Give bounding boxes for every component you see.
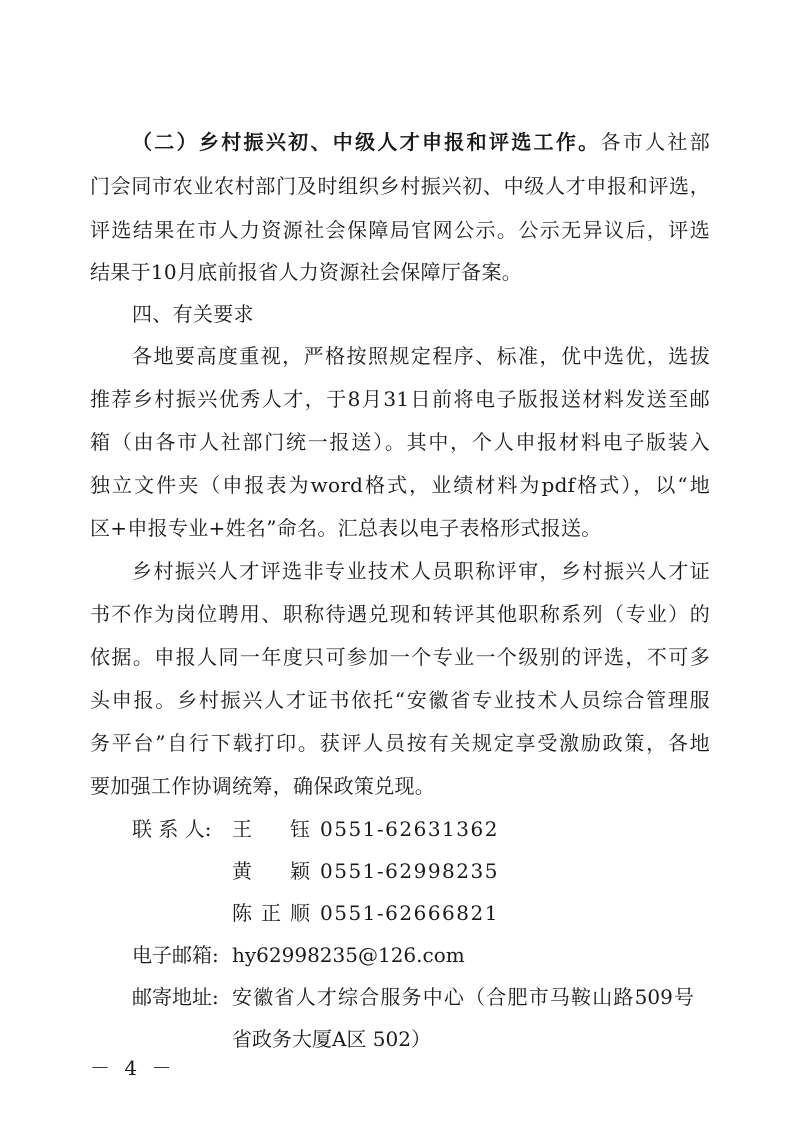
paragraph-2-line-5: 区+申报专业+姓名”命名。汇总表以电子表格形式报送。: [90, 516, 602, 540]
paragraph-3-line-5: 务平台”自行下载打印。获评人员按有关规定享受激励政策，各地: [90, 731, 710, 755]
paragraph-3-line-6: 要加强工作协调统筹，确保政策兑现。: [90, 774, 436, 798]
paragraph-3-line-4: 头申报。乡村振兴人才证书依托“安徽省专业技术人员综合管理服: [90, 688, 710, 712]
email-address: hy62998235@126.com: [232, 943, 465, 967]
paragraph-2-line-2: 推荐乡村振兴优秀人才，于8月31日前将电子版报送材料发送至邮: [90, 387, 710, 411]
contact-phone-3: 0551-62666821: [320, 901, 499, 925]
email-label: 电子邮箱:: [132, 943, 219, 967]
contact-label: 联 系 人:: [132, 817, 212, 841]
contact-phone-1: 0551-62631362: [320, 817, 499, 841]
paragraph-3-line-1: 乡村振兴人才评选非专业技术人员职称评审，乡村振兴人才证: [132, 559, 710, 583]
paragraph-1-line-2: 门会同市农业农村部门及时组织乡村振兴初、中级人才申报和评选，: [90, 174, 710, 198]
address-label: 邮寄地址:: [132, 985, 219, 1009]
section-4-heading: 四、有关要求: [132, 302, 254, 326]
address-line-1: 安徽省人才综合服务中心（合肥市马鞍山路509号: [232, 985, 694, 1009]
paragraph-1-line-3: 评选结果在市人力资源社会保障局官网公示。公示无异议后，评选: [90, 218, 710, 242]
section-2-title: （二）乡村振兴初、中级人才申报和评选工作。: [132, 130, 601, 154]
paragraph-3-line-3: 依据。申报人同一年度只可参加一个专业一个级别的评选，不可多: [90, 645, 710, 669]
paragraph-2-line-3: 箱（由各市人社部门统一报送）。其中，个人申报材料电子版装入: [90, 430, 710, 454]
page-number: － 4 －: [90, 1056, 176, 1080]
paragraph-1-line-1: [132, 128, 710, 156]
paragraph-2-line-1: 各地要高度重视，严格按照规定程序、标准，优中选优，选拔: [132, 344, 710, 368]
contact-name-2: 黄 颖: [232, 859, 310, 883]
paragraph-1-lead-rest: 各市人社部: [600, 130, 710, 154]
paragraph-1-line-4: 结果于10月底前报省人力资源社会保障厅备案。: [90, 260, 523, 284]
contact-name-3: 陈正顺: [232, 901, 310, 925]
address-line-2: 省政务大厦A区 502）: [232, 1027, 431, 1051]
contact-phone-2: 0551-62998235: [320, 859, 499, 883]
paragraph-3-line-2: 书不作为岗位聘用、职称待遇兑现和转评其他职称系列（专业）的: [90, 602, 710, 626]
paragraph-2-line-4: 独立文件夹（申报表为word格式，业绩材料为pdf格式），以“地: [90, 473, 710, 497]
contact-name-1: 王 钰: [232, 817, 310, 841]
